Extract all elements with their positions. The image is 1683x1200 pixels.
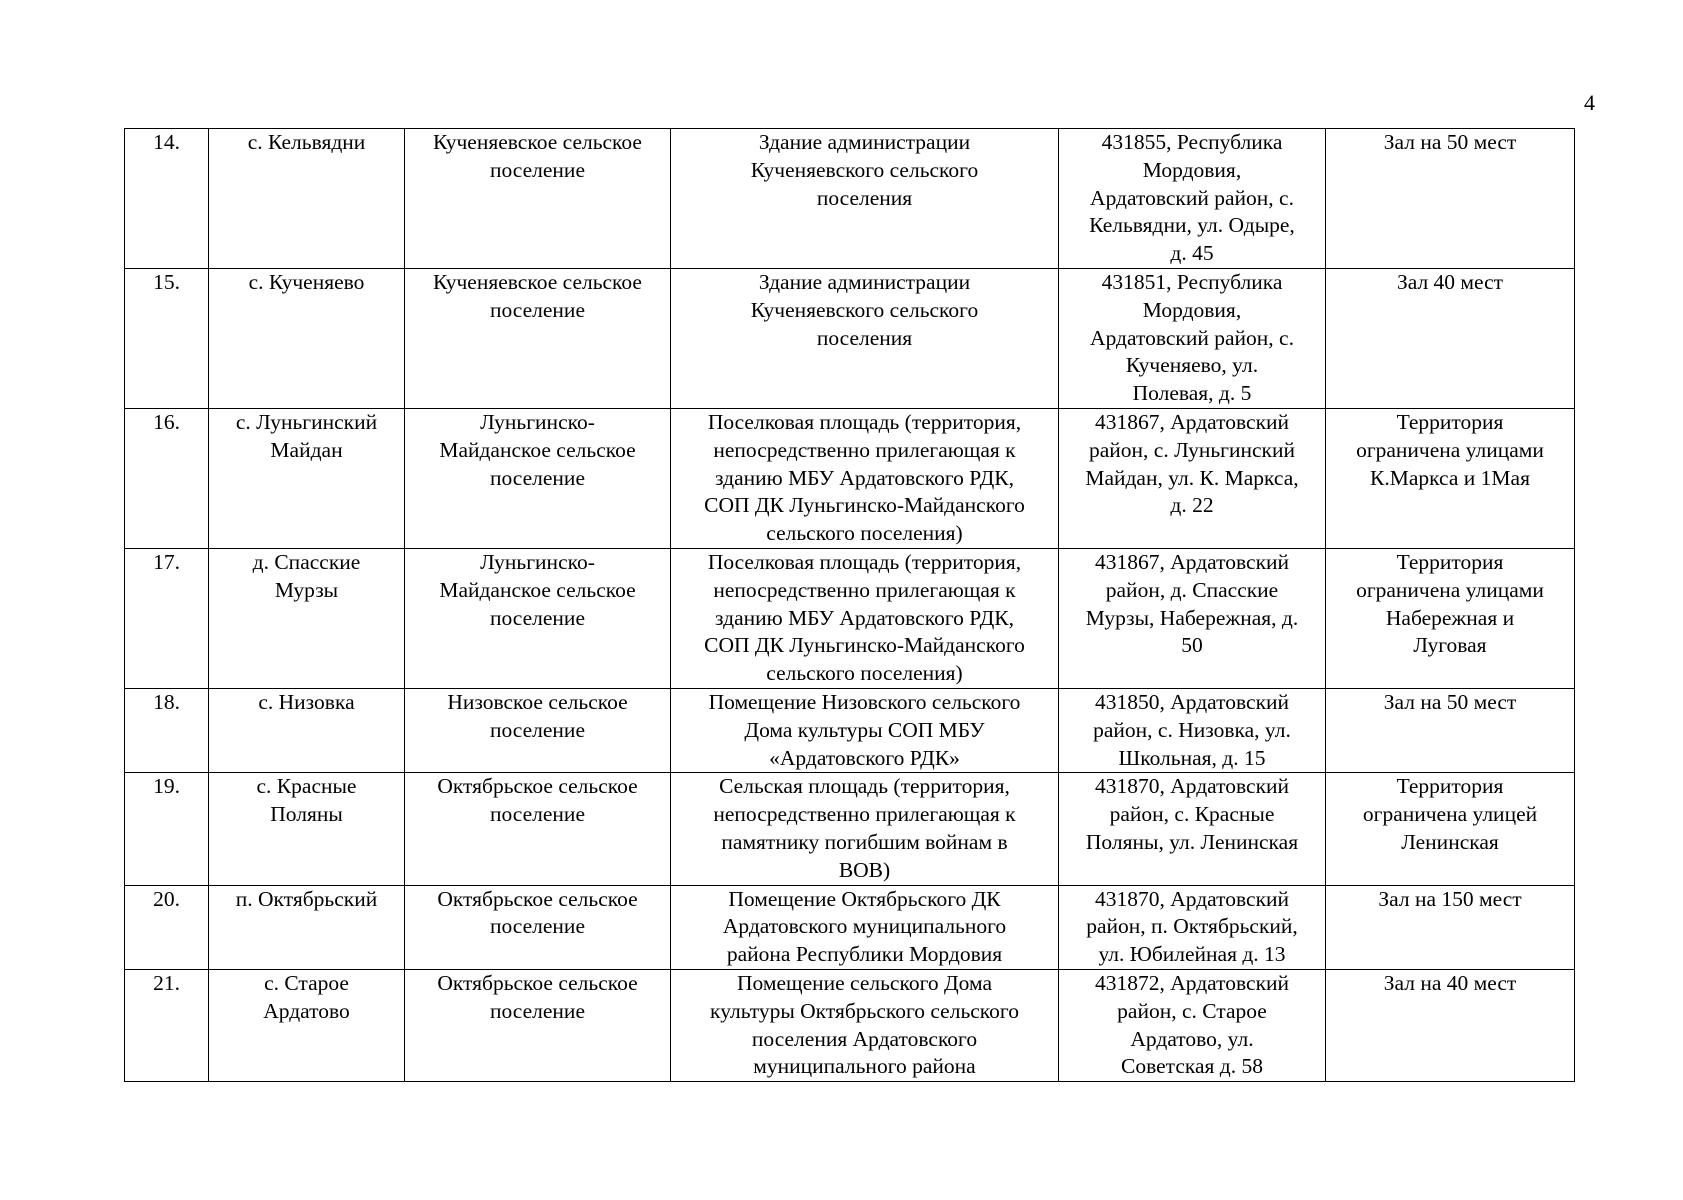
locality-cell: с. Старое Ардатово: [209, 969, 405, 1081]
venue-cell: Сельская площадь (территория, непосредственно прилегающая к памятнику погибшим войнам в ВОВ): [671, 773, 1059, 885]
table-row: [125, 549, 1575, 689]
settlement-cell: Кученяевское сельское поселение: [405, 269, 671, 409]
row-number: 14.: [125, 129, 209, 269]
row-number: 17.: [125, 549, 209, 689]
address-cell: 431851, Республика Мордовия, Ардатовский район, с. Кученяево, ул. Полевая, д. 5: [1059, 269, 1326, 409]
venue-cell: Здание администрации Кученяевского сельского поселения: [671, 129, 1059, 269]
row-number: 21.: [125, 969, 209, 1081]
table-row: [125, 969, 1575, 1081]
settlement-cell: Низовское сельское поселение: [405, 688, 671, 772]
row-number: 19.: [125, 773, 209, 885]
venue-cell: Здание администрации Кученяевского сельского поселения: [671, 269, 1059, 409]
address-cell: 431870, Ардатовский район, с. Красные Поляны, ул. Ленинская: [1059, 773, 1326, 885]
row-number: 20.: [125, 885, 209, 969]
row-number: 18.: [125, 688, 209, 772]
table-row: [125, 409, 1575, 549]
venue-cell: Поселковая площадь (территория, непосредственно прилегающая к зданию МБУ Ардатовского РДК, СОП ДК Луньгинско-Майданского сельского поселения): [671, 409, 1059, 549]
settlement-cell: Луньгинско- Майданское сельское поселение: [405, 549, 671, 689]
row-number: 15.: [125, 269, 209, 409]
settlement-cell: Луньгинско- Майданское сельское поселение: [405, 409, 671, 549]
locality-cell: с. Кученяево: [209, 269, 405, 409]
locality-cell: д. Спасские Мурзы: [209, 549, 405, 689]
capacity-cell: Территория ограничена улицами Набережная и Луговая: [1326, 549, 1575, 689]
settlement-cell: Октябрьское сельское поселение: [405, 773, 671, 885]
locality-cell: п. Октябрьский: [209, 885, 405, 969]
capacity-cell: Зал 40 мест: [1326, 269, 1575, 409]
settlement-cell: Октябрьское сельское поселение: [405, 885, 671, 969]
address-cell: 431872, Ардатовский район, с. Старое Ардатово, ул. Советская д. 58: [1059, 969, 1326, 1081]
address-cell: 431850, Ардатовский район, с. Низовка, ул. Школьная, д. 15: [1059, 688, 1326, 772]
locations-table: [124, 128, 1575, 1082]
venue-cell: Помещение Низовского сельского Дома культуры СОП МБУ «Ардатовского РДК»: [671, 688, 1059, 772]
address-cell: 431867, Ардатовский район, с. Луньгинский Майдан, ул. К. Маркса, д. 22: [1059, 409, 1326, 549]
capacity-cell: Зал на 150 мест: [1326, 885, 1575, 969]
page-number: 4: [1584, 90, 1595, 115]
locality-cell: с. Низовка: [209, 688, 405, 772]
locality-cell: с. Красные Поляны: [209, 773, 405, 885]
venue-cell: Поселковая площадь (территория, непосредственно прилегающая к зданию МБУ Ардатовского РДК, СОП ДК Луньгинско-Майданского сельского поселения): [671, 549, 1059, 689]
locality-cell: с. Кельвядни: [209, 129, 405, 269]
locality-cell: с. Луньгинский Майдан: [209, 409, 405, 549]
table-row: [125, 129, 1575, 269]
settlement-cell: Октябрьское сельское поселение: [405, 969, 671, 1081]
table-row: [125, 269, 1575, 409]
capacity-cell: Территория ограничена улицами К.Маркса и 1Мая: [1326, 409, 1575, 549]
settlement-cell: Кученяевское сельское поселение: [405, 129, 671, 269]
row-number: 16.: [125, 409, 209, 549]
address-cell: 431867, Ардатовский район, д. Спасские Мурзы, Набережная, д. 50: [1059, 549, 1326, 689]
venue-cell: Помещение сельского Дома культуры Октябрьского сельского поселения Ардатовского муниципального района: [671, 969, 1059, 1081]
venue-cell: Помещение Октябрьского ДК Ардатовского муниципального района Республики Мордовия: [671, 885, 1059, 969]
capacity-cell: Зал на 40 мест: [1326, 969, 1575, 1081]
table-row: [125, 773, 1575, 885]
capacity-cell: Зал на 50 мест: [1326, 129, 1575, 269]
address-cell: 431870, Ардатовский район, п. Октябрьский, ул. Юбилейная д. 13: [1059, 885, 1326, 969]
address-cell: 431855, Республика Мордовия, Ардатовский район, с. Кельвядни, ул. Одыре, д. 45: [1059, 129, 1326, 269]
table-row: [125, 688, 1575, 772]
capacity-cell: Зал на 50 мест: [1326, 688, 1575, 772]
table-row: [125, 885, 1575, 969]
capacity-cell: Территория ограничена улицей Ленинская: [1326, 773, 1575, 885]
